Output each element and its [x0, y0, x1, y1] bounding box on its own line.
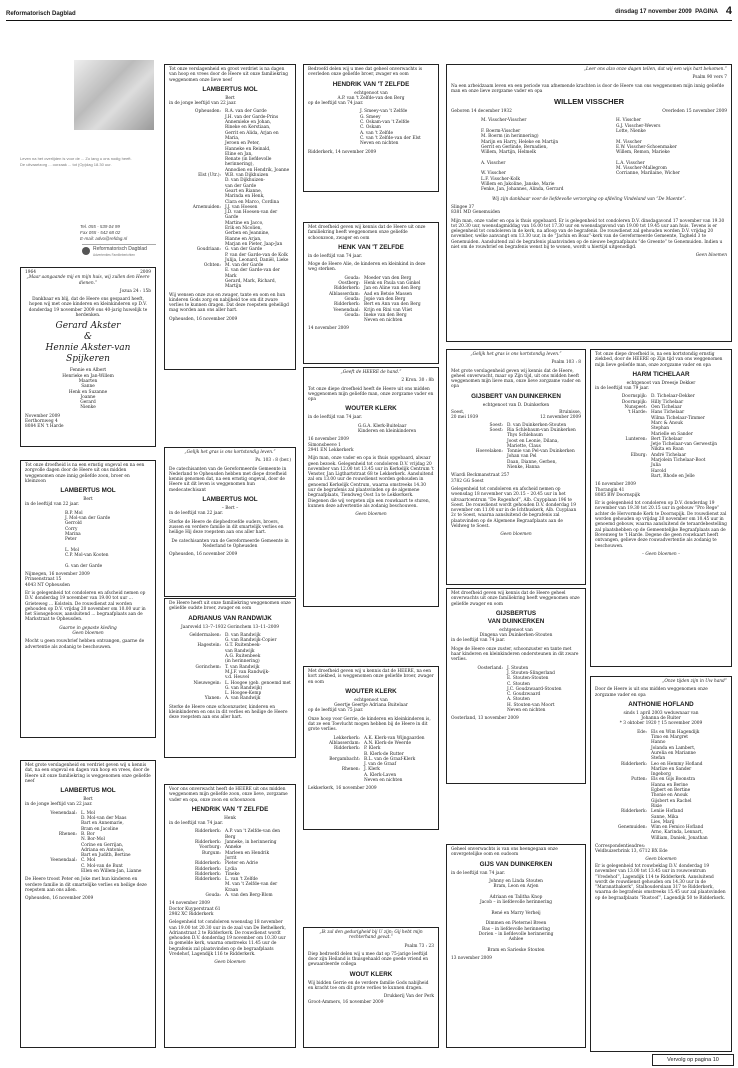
family-member-row: Eline en Jan, [225, 151, 253, 157]
obituary-tichelaar: Tot onze diepe droefheid is, na een kortstondig ernstig ziekbed, door de HEERE op Zijn tijd van ons weggenomen mijn lieve geliefde man, onze zorgzame vader en opa HARM TICHELAAR echtgenoot van Dreesje Dekker in de leeftijd van 79 jaar. Doornspijk: D. Tichelaar-Dekker Doornspijk: Hilly Tichelaar Nunspeet: Oen Tichelaar 't Harde: Hans Tichelaar Wilma Tichelaar-Timmer Marc & Anouk Stephan Marielle en Sander Lunteren: Bert Tichelaar Jetje Tichelaar-van Gerwestijn Nikita en Roan Elburg: André Tichelaar Marjolein Tichelaar-Boot Julia Harold Bart, Rhode en Jelle 16 november 2009 Thorangin 41 8085 BW Doornspijk Er is gelegenheid tot condoleren op D.V. donderdag 19 november van 19.30 tot 20.15 uur in gebouw “Pro Rege” achter de Hervormde Kerk te Doornspijk. De rouwdienst zal worden gehouden op vrijdag 20 november om 10.45 uur in genoemd gebouw, waarna aansluitend de teraardebestelling zal plaatshebben op de Gemeentelijke Begraafplaats aan de Bovenweg te 't Harde. Degene die geen rouwkaart heeft ontvangen, gelieve deze rouwadvertentie als zodanig te beschouwen. – Geen bloemen – [590, 349, 732, 667]
list-item: Adriaan en Talitha Knop [489, 894, 543, 900]
family-member-row: Doornspijk: D. Tichelaar-Dekker [621, 394, 695, 400]
family-member-row: Julia [651, 463, 661, 469]
family-member-row: Bram en Jacoline [81, 826, 119, 832]
family-member-row: Nienke, Hanna [507, 465, 540, 471]
family-member-row: C. Mol-van de Bunt [81, 863, 123, 869]
obituary-van-t-zelfde-family: Voor ons onverwacht heeft de HEERE uit ons midden weggenomen mijn geliefde zoon, onze lieve, zorgzame vader en opa, onze zoon en schoonzoon HENDRIK VAN 'T ZELFDE Henk in de leeftijd van 74 jaar. Ridderkerk: A.P. van 't Zelfde-van den Berg Ridderkerk: Janneke, in herinnering Voorburg: Anneke Burgum: Marleen en Hendrik Jorrit Ridderkerk: Pieter en Adrie Ridderkerk: Lydia Ridderkerk: Tineke Ridderkerk: L. van 't Zelfde M. van 't Zelfde-van der Kraan Gouda: A. van den Berg-Blom 14 november 2009 Doctor Kuyperstraat 61 2982 XC Ridderkerk Gelegenheid tot condoleren woensdag 18 november van 19.00 tot 20.30 uur in de zaal van De Bethelkerk, Adrianstraat 2 te Ridderkerk. De rouwdienst wordt gehouden D.V. donderdag 19 november om 10.30 uur in gemelde kerk, waarna omstreeks 11.45 uur de begrafenis zal plaatsvinden op de begraafplaats Vredehof, Lagendijk 116 te Ridderkerk. Geen bloemen [164, 784, 296, 1048]
continued-on-page-link[interactable]: Vervolg op pagina 10 [652, 1054, 734, 1066]
obituary-klerk-wife: „Geeft de HEERE de hand.” 2 Kron. 30 : 8b Tot onze diepe droefheid heeft de Heere uit ons midden weggenomen mijn geliefde man, onze zorgzame vader en opa WOUTER KLERK in de leeftijd van 74 jaar. G.G.A. Klerk-Buitelaar Kinderen en kleinkinderen 16 november 2009 Simonsbeeve 1 2941 EN Lekkerkerk Mijn man, onze vader en opa is thuis opgebaard, alwaar geen bezoek. Gelegenheid tot condoleren D.V. vrijdag 20 november van 12.00 tot 13.45 uur in Kerkelijk Centrum 't Venster, Jan Ligthartstraat 68 te Lekkerkerk. Aansluitend zal om 13.00 uur de rouwdienst worden gehouden in genoemd Kerkelijk Centrum, waarna omstreeks 14.30 uur de begrafenis zal plaatsvinden op de algemene begraafplaats, Tiendweg Oost 1a te Lekkerkerk. Diegenen die wij vergeten zijn een rouwkaart te sturen, kunnen deze advertentie als zodanig beschouwen. Geen bloemen [303, 367, 439, 607]
list-item: C. Oskam-van 't Zelfde [360, 120, 410, 126]
family-member-row: Bart en Annemarie, [81, 821, 124, 827]
family-member-row: Renate (in liefdevolle herinnering), [225, 157, 272, 168]
family-member-row: Neven en nichten [364, 318, 403, 324]
family-member-row: Bergambacht: B.L. van de Graaf-Klerk [329, 756, 416, 762]
page-number: 4 [725, 5, 732, 17]
family-member-row: Ede: Els en Wim Hagendijk [637, 729, 700, 735]
obituary-klerk-siblings: Met droefheid geven wij u kennis dat de HEERE, na een kort ziekbed, is weggenomen onze geliefde broer, zwager en oom WOUTER KLERK echtgenoot van Geertje Geertje Adriana Buitelaar op de leeftijd van 75 jaar. Onze hoop voor Gerrie, de kinderen en kleinkinderen is, dat ze een Toevlucht mogen hebben bij de Heere in dit grote verlies. Lekkerkerk: A.K. Klerk-van Wijngaarden Alblasserdam: A.N. Klerk-de Weerde Ridderkerk: P. Klerk B. Klerk-de Rutter Bergambacht: B.L. van de Graaf-Klerk J. van de Graaf Rhenen: J. Klerk A. Klerk-Laven Neven en nichten Lekkerkerk, 16 november 2009 [303, 666, 439, 830]
family-member-row: Burgum: Marleen en Hendrik [201, 850, 270, 856]
family-member-row: Putten: Els en Gijs Boonstra [631, 777, 696, 783]
family-member-row: Ellen en Willem-Jan, Lianne [81, 869, 142, 875]
family-member-row: Gouda: Ineke van den Berg [344, 312, 407, 318]
family-member-row: Ridderkerk: P. Klerk [334, 746, 381, 752]
spouse-name-1: Gerard Akster [55, 321, 121, 332]
obituary-duinkerken-nephews: Geheel onverwachts is van ons heengegaan onze onvergetelijke oom en oudoom GIJS VAN DUINKERKEN in de leeftijd van 74 jaar. Johnny en Linda Stouten Bram, Leon en Arjen Adriaan en Talitha Knop Jacob – in liefdevolle herinnering René en Marry Verheij Dimmen en Pieternel Breen Bas – in liefdevolle herinnering Dorien – in liefdevolle herinnering Ashlee Bram en Sarieske Stouten 13 november 2009 [446, 844, 586, 1048]
list-item: C. Oskam [360, 125, 381, 131]
family-member-row: A. Klerk-Laven [364, 772, 397, 778]
family-member-row: A. Stouten [507, 697, 530, 703]
family-member-row: Marlize en Sander [651, 766, 692, 772]
list-item: G. van der Garde [65, 563, 103, 569]
family-member-row: Nieuwegein: L. Hoogee (geb. genoemd met [193, 680, 291, 686]
list-item: Johnny en Linda Stouten [489, 878, 543, 884]
family-member-row: Neven en nichten [507, 708, 546, 714]
family-member-row: Wilma Tichelaar-Timmer [651, 415, 705, 421]
family-member-row: Opheusden: R.A. van der Garde [194, 109, 267, 115]
family-member-row: Oostberg: Henk en Paula van Ginkel [338, 281, 421, 287]
family-member-row: Arno, Karinda, Lennart, [651, 830, 703, 836]
company-logo: Reformatorisch Dagblad Advertenties Familieberichten [82, 244, 156, 259]
list-item: Bas – in liefdevolle herinnering [482, 926, 550, 932]
family-member-row: Alblasserdam: Aad en Betsie Massen [328, 291, 413, 297]
spouse-name-2: Hennie Akster-van Spijkeren [45, 343, 131, 365]
family-member-row: Rianne en Arjan, [225, 236, 262, 242]
family-member-row: Rineke en Kerstiaan, [225, 125, 271, 131]
family-member-row: Alblasserdam: A.N. Klerk-de Weerde [328, 740, 412, 746]
family-member-row: Clara en Marco, Cordina [225, 199, 280, 205]
family-member-row: B. Klerk-de Rutter [364, 751, 404, 757]
obituary-hofland: „Onze tijden zijn in Uw hand” Door de Heere is uit ons midden weggenomen onze zorgzame vader en opa ANTHONIE HOFLAND sinds 1 april 2003 weduwnaar van Johanna de Ruiter * 3 oktober 1920 † 15 november 2009 Ede: Els en Wim Hagendijk Timo en Margret Hanno Jolanda en Lambert, Aurelia en Marianne Stefan Ridderkerk: Leo en Hemmy Hofland Marlize en Sander Ingeborg Putten: Els en Gijs Boonstra Hanna en Berine Egbert en Bertine Thonie en Anouk Gijsbert en Rachel Rixie Ridderkerk: Leniie Hofland Sanne, Mika Lies, Marij Genemuiden: Wim en Femico Hofland Arno, Karinda, Lennart, William, Daniek, Jonathan Correspondentieadres: Veldbuizerbrink 13, 6712 BX Ede Geen bloemen Er is gelegenheid tot rouwbeklag D.V. donderdag 19 november van 13.00 tot 13.45 uur in rouwcentrum “Vredehof”, Lagendijk 114 te Ridderkerk. Aansluitend wordt de rouwdienst gehouden om 14.30 uur in de “Maranathakerk”, Stalhouderslaan 317 te Ridderkerk, waarna de begrafenis omstreeks 15.45 uur zal plaatsvinden op de begraafplaats “Rustoof”, Lagendijk 50 te Ridderkerk. [590, 676, 732, 1052]
list-item: J. Smeey-van 't Zelfde [360, 109, 408, 115]
family-member-row: Sanne, Mika [651, 814, 679, 820]
family-member-row: Neven en nichten [364, 778, 403, 784]
family-member-row: Arnemuiden: J.J. van Hoesen [192, 204, 258, 210]
family-member-row: Stefan [651, 756, 666, 762]
family-member-row: J. Stouten-Slingerland [507, 670, 555, 676]
list-item: G. Smeey [360, 114, 381, 120]
family-member-row: Stephan [651, 426, 670, 432]
family-member-row: Marc & Anouk [651, 420, 683, 426]
family-member-row: Gerrit en Alida, Arjan en Maria, [225, 130, 279, 141]
obituary-van-randwijk: De Heere heeft uit onze familiekring weggenomen onze geliefde oudste broer, zwager en oom ADRIANUS VAN RANDWIJK Jaarsveld 13–7–1932 Gorinchem 13–11–2009 Geldermalsen: D. van Randwijk G. van Randwijk-Copier Hagestein: G.T. Ruitenbeek- van Randwijk A.G. Ruitenbeek (in herinnering) Gorinchem: T. van Randwijk M.J.F. van Randwijk- v.d. Heuvel Nieuwegein: L. Hoogee (geb. genoemd met G. van Randwijk) L. Hoogee-Kemp Ylanen: A. van Randwijk Sterke de Heere onze schoonzuster, kinderen en kleinkinderen en ons in dit verlies en heilige de Heere deze roepstem aan ons aller hart. [164, 598, 296, 758]
list-item: Dimmen en Pieternel Breen [485, 921, 547, 927]
family-member-row: Annemieke en Johan, [225, 120, 272, 126]
family-member-row: Mariette, Claus [507, 443, 541, 449]
publication-name: Reformatorisch Dagblad [6, 11, 76, 17]
family-member-row: Rhenen: B. Bor [58, 831, 95, 837]
family-member-row: Veenendaal: Krijn en Rini van Vliet [333, 307, 413, 313]
list-item: C. van 't Zelfde-van der Elst [360, 135, 421, 141]
family-member-row: Harold [651, 468, 667, 474]
anniversary-announcement: 1964 2009 „Maar aangaande mij en mijn huis, wij zullen den Heere dienen.” Jozua 24 : 15b Dankbaar en blij, dat de Heere ons gespaard heeft, hopen wij met onze kinderen en kleinkinderen op D.V. donderdag 19 november 2009 ons 40-jarig huwelijk te herdenken. Gerard Akster & Hennie Akster-van Spijkeren Fennie en Albert Henrieke en Jan-Willem Maarten Sanne Henk en Suzanne Joanne Gerard Nienke November 2009 Eerthornweg 4 8084 EN 't Harde [20, 267, 156, 447]
family-member-row: Jorrit [225, 855, 237, 861]
family-member-row: Marinda en Henk, [225, 194, 265, 200]
family-member-row: Aurelia en Marianne [651, 750, 696, 756]
family-member-row: Ridderkerk: Leo en Hemmy Hofland [621, 761, 703, 767]
family-member-row: G. van Randwijk) [225, 685, 263, 691]
family-member-row: M.J.F. van Randwijk- [225, 669, 270, 675]
family-member-row: Ridderkerk: Lydia [195, 866, 237, 872]
family-member-row: Voorburg: Anneke [199, 845, 242, 851]
page-header [6, 4, 732, 21]
family-member-row: Genemuiden: Wim en Femico Hofland [617, 825, 704, 831]
family-member-row: Marjolein Tichelaar-Boot [651, 458, 706, 464]
family-member-row: Veenendaal: L. Mol [50, 810, 95, 816]
family-member-row: C. Stouten [507, 681, 530, 687]
list-item: B.P. Mol [65, 510, 83, 516]
family-member-row: Lunteren: Bert Tichelaar [625, 436, 683, 442]
family-member-row: (in herinnering) [225, 659, 260, 665]
family-member-row: Ridderkerk: A.P. van 't Zelfde-van den Berg [195, 829, 281, 840]
family-member-row: D. van Dijkhuizen- [225, 178, 265, 184]
family-member-row: Egbert en Bertine [651, 788, 691, 794]
family-member-row: Hoevelaken: Tonnie van Pel-van Duinkerken [475, 449, 575, 455]
family-member-row: van Randwijk [225, 648, 255, 654]
advertising-info [20, 44, 156, 266]
family-member-row: Soest: D. van Duinkerken-Stouten [489, 422, 567, 428]
family-member-row: Daan, Dianne, Gerben, [507, 459, 557, 465]
list-item: Corry [65, 526, 78, 532]
list-item: Dorien – in liefdevolle herinnering [478, 931, 554, 937]
family-member-row: Adriana en Antonie, [81, 847, 125, 853]
family-member-row: M. van 't Zelfde-van der Kraan [225, 882, 278, 893]
family-member-row: Thonie en Anouk [651, 793, 688, 799]
logo-icon [82, 247, 90, 255]
family-member-row: Corine en Gerrijan, [81, 842, 124, 848]
family-member-row: N. Bor-Mol [81, 837, 105, 843]
family-member-row: Joost en Leonie, Dilana, [507, 438, 559, 444]
deceased-name: WILLEM VISSCHER [553, 97, 624, 107]
family-member-row: Thys Schlebaum [507, 433, 543, 439]
family-member-row: Martine en Jacco, [225, 220, 264, 226]
family-member-row: Jolanda en Lambert, [651, 745, 696, 751]
list-item: Jacob – in liefdevolle herinnering [479, 900, 553, 906]
family-member-row: Geart en Rianne, [225, 188, 262, 194]
list-item: J. Mol-van der Garde [65, 516, 111, 522]
obituary-van-t-zelfde-siblings: Bedroefd delen wij u mee dat geheel onverwachts is overleden onze geliefde broer, zwager en oom HENDRIK VAN 'T ZELFDE echtgenoot van A.P. van 't Zelfde-van den Berg op de leeftijd van 74 jaar. J. Smeey-van 't Zelfde G. Smeey C. Oskam-van 't Zelfde C. Oskam A. van 't Zelfde C. van 't Zelfde-van der Elst Neven en nichten Ridderkerk, 14 november 2009 [303, 64, 439, 192]
ad-contact: Tel. 055 - 539 04 99 Fax 055 - 542 68 02 E-mail: advo@refdag.nl [80, 224, 128, 241]
family-member-row: E. van der Garde-van der Mark [225, 268, 280, 279]
obituary-mol-parents: Tot onze droefheid is na een ernstig ongeval en na een zorgvolle dagen door de Heere uit ons midden weggenomen onze innig geliefde zoon, broer en kleinzoon LAMBERTUS MOL Bert in de leeftijd van 22 jaar. B.P. Mol J. Mol-van der Garde Gerrold Corry Marina Peter L. Mol C.P. Mol-van Kooten G. van der Garde Nijmegen, 16 november 2009 Prinsenstraat 15 4043 NT Opheusden Er is gelegenheid tot condoleren en afscheid nemen op D.V. donderdag 19 november van 19.00 tot uur ... Grieteweg ... Kolstein. De rouwdienst zal worden gehouden op D.V. vrijdag 20 november om 10.00 uur in het Sionsgebouw, aansluitend ... begraafplaats aan de Markstraat te Opheusden. Gaarne in gepaste kleding Geen bloemen Mocht u geen rouwbrief hebben ontvangen, gaarne de advertentie als zodanig te beschouwen. [20, 460, 156, 738]
family-member-row: William, Daniek, Jonathan [651, 835, 708, 841]
obituary-mol-family: Met grote verslagenheid en verdriet geven wij u kennis dat, na een ongeval en dagen van hoop en vrees, door de Heere uit onze familiekring is weggenomen onze geliefde neef LAMBERTUS MOL Bert in de jonge leeftijd van 22 jaar. Veenendaal: L. Mol D. Mol-van der Maas Bart en Annemarie, Bram en Jacoline Rhenen: B. Bor N. Bor-Mol Corine en Gerrijan, Adriana en Antonie, Bart en Judith, Bertine Veenendaal: C. Mol C. Mol-van de Bunt Ellen en Willem-Jan, Lianne De Heere troost Peter en Joke met hun kinderen en verdere familie in dit smartelijke verlies en heilige deze roepstem aan ons allen. Opheusden, 16 november 2009 [20, 760, 156, 1048]
family-member-row: Jeroen en Peter, [225, 141, 260, 147]
family-member-row: Ylanen: A. van Randwijk [204, 696, 261, 702]
family-member-row: v.d. Heuvel [225, 675, 250, 681]
family-member-row: Julija, Leonard, Daniël, Lieke [225, 257, 289, 263]
family-member-row: J. van de Graaf [364, 762, 397, 768]
family-member-row: Johan van Pel [507, 454, 537, 460]
family-member-row: Gouda: A. van den Berg-Blom [205, 893, 273, 899]
family-member-row: Nikita en Roan [651, 447, 684, 453]
family-member-row: C. Goudzwaard [507, 692, 541, 698]
family-member-row: Ochten: M. van der Garde [203, 263, 264, 269]
list-item: Gerrold [65, 521, 82, 527]
family-member-row: 't Harde: Hans Tichelaar [627, 410, 685, 416]
family-member-row: Lekkerkerk: A.K. Klerk-van Wijngaarden [333, 735, 425, 741]
family-member-row: Ridderkerk: Leniie Hofland [621, 809, 684, 815]
list-item: A. van 't Zelfde [360, 130, 394, 136]
family-member-row: Rixie [651, 803, 662, 809]
obituary-duinkerken-siblings: Met droefheid geven wij kennis dat de Heere geheel onverwachts uit onze familiekring heeft weggenomen onze geliefde zwager en oom GIJSBERTUS VAN DUINKERKEN echtgenoot van Dingena van Duinkerken-Stouten in de leeftijd van 74 jaar. Moge de Heere onze zuster, schoonzuster en tante met haar kinderen en kleinkinderen ondersteunen in dit zware verlies. Oosterland: J. Stouten J. Stouten-Slingerland E. Stouten-Stouten C. Stouten J.C. Goudzwaard-Stouten C. Goudzwaard A. Stouten H. Stouten-van Moort Neven en nichten Oosterland, 13 november 2009 [446, 588, 586, 784]
deceased-name: LAMBERTUS MOL [60, 487, 116, 495]
family-member-row: Annodien en Hendrik, Joanne [225, 167, 290, 173]
obituary-mol-garde: Tot onze verslagenheid en groot verdriet is na dagen van hoop en vrees door de Heere uit onze familiekring weggenomen onze lieve neef LAMBERTUS MOL Bert in de jonge leeftijd van 22 jaar. Opheusden: R.A. van der Garde J.H. van der Garde-Prins Annemieke en Johan, Rineke en Kerstiaan, Gerrit en Alida, Arjan en Maria, Jeroen en Peter, Hanneke en Reinald, Eline en Jan, Renate (in liefdevolle herinnering), Annodien en Hendrik, Joanne Elst (Utr.): W.B. van Dijkhuizen D. van Dijkhuizen- van der Garde Geart en Rianne, Marinda en Henk, Clara en Marco, Cordina Arnemuiden: J.J. van Hoesen J.D. van Hoesen-van der Garde Martine en Jacco, Erik en Nicolien, Gerben en Jeannine, Rianne en Arjan, Marjan en Pieter, Jaap-Jan Goudriaan: G. van der Garde P. van der Garde-van de Kolk Julija, Leonard, Daniël, Lieke Ochten: M. van der Garde E. van der Garde-van der Mark Gerard, Mark, Richard, Martijn Wij wensen onze zus en zwager, tante en oom en hun kinderen Gods zorg en nabijheid toe om dit zware verlies te kunnen dragen. Dat deze roepstem geheiligd mag worden aan ons aller hart. Opheusden, 16 november 2009 [164, 64, 296, 370]
family-member-row: Hanna en Berine [651, 782, 688, 788]
family-member-row: Ridderkerk: Jan en Aline van den Berg [334, 286, 421, 292]
family-member-row: Timo en Margret [651, 735, 689, 741]
list-item: René en Marry Verheij [491, 910, 541, 916]
obituary-visscher: „Leer ons alzo onze dagen tellen, dat wij een wijs hart bekomen.” Psalm 90 vers 7 Na een arbeidzaam leven en een periode van afnemende krachten is door de Heere van ons weggenomen mijn innig geliefde man en onze lieve zorgzame vader en opa WILLEM VISSCHER Geboren 14 december 1932 Overleden 15 november 2009 M. Visscher-Visscher F. Boerm-Visscher M. Boerm (in herinnering) Marijn en Harry, Heleke en Martijn Gerrit en Gerlinde, Bernadien, Willem, Martijn, Helmelk A. Visscher W. Visscher L.F. Visscher-Kolk Willem en Jakoline, Janske, Marie Fenke, Jan, Johannes, Alinda, Gerrard H. Visscher G.J. Visscher-Wevers Lotte, Nienke M. Visscher E.W. Visscher-Schoenmaker Willem, Remon, Marieke L.A. Visscher M. Visscher-Mallegrom Corrianne, Marilaine, Wicher Wij zijn dankbaar voor de liefdevolle verzorging op afdeling Vindeland van “De Maente”. Slingee 37 8381 MD Genemuiden Mijn man, onze vader en opa is thuis opgebaard. Er is gelegenheid tot condoleren D.V. dinsdagavond 17 november van 19.30 tot 20.30 uur, woensdagmiddag van 16.00 tot 17.30 uur en woensdagavond van 19.00 tot 19.45 uur aan huis. Tevens is er gelegenheid tot condoleren in de kerk, na afloop van de begrafenis. De rouwdienst zal gehouden worden D.V. vrijdag 20 november, welke aanvangt om 13.30 uur, in de “Jachin en Boaz”-kerk van de Gereformeerde Gemeente, Tagheld 3 te Genemuiden. Aansluitend zal de begrafenis plaatsvinden op de nieuwe begraafplaats “de Greente” te Genemuiden. Indien u niet om de rouwbrief en begrafenis wenst bij te wonen, wordt u hiertijd uitgenodigd. Geen bloemen [446, 64, 732, 342]
family-member-row: Elburg: André Tichelaar [630, 452, 687, 458]
family-member-row: Bart, Rhode en Jelle [651, 473, 695, 479]
family-member-row: Gouda: Moeder van den Berg [344, 275, 412, 281]
family-member-row: P. van der Garde-van de Kolk [225, 252, 288, 258]
list-item: L. Mol [65, 547, 79, 553]
family-member-row: Veenendaal: C. Mol [50, 858, 96, 864]
family-member-row: A.G. Ruitenbeek [225, 654, 261, 660]
family-member-row: Jetje Tichelaar-van Gerwestijn [651, 442, 717, 448]
family-member-row: Bart en Judith, Bertine [81, 853, 131, 859]
family-member-row: L. Hoogee-Kemp [225, 691, 262, 697]
family-member-row: Gijsbert en Rachel [651, 798, 692, 804]
family-member-row: E. Stouten-Stouten [507, 676, 549, 682]
family-member-row: D. Mol-van der Maas [81, 816, 127, 822]
family-member-row: Marjan en Pieter, Jaap-Jan [225, 241, 283, 247]
list-item: Bram en Sarieske Stouten [487, 947, 545, 953]
decorative-image [74, 60, 154, 130]
family-member-row: Soest: Ria Schlebaum-van Duinkerken [489, 427, 576, 433]
family-member-row: Elst (Utr.): W.B. van Dijkhuizen [198, 173, 269, 179]
family-member-row: Nunspeet: Oen Tichelaar [624, 405, 682, 411]
list-item: C.P. Mol-van Kooten [65, 553, 109, 559]
family-member-row: J.C. Goudzwaard-Stouten [507, 686, 562, 692]
family-member-row: Ridderkerk: Pieter en Adrie [195, 861, 258, 867]
ad-text: Leven na het overlijden is voor de ... Zo lang u ons nodig heeft. De uitvaartzorg ... oorzaak ... tot (Op)dag 18.30 uur. [20, 156, 132, 167]
family-member-row: Ridderkerk: Janneke, in herinnering [195, 840, 277, 846]
family-member-row: Hagestein: G.T. Ruitenbeek- [197, 643, 261, 649]
family-member-row: G. van Randwijk-Copier [225, 638, 277, 644]
family-member-row: J.D. van Hoesen-van der Garde [225, 210, 278, 221]
family-member-row: Ingeborg [651, 772, 671, 778]
list-item: Bram, Leon en Arjen [493, 884, 539, 890]
family-member-row: Goudriaan: G. van der Garde [196, 247, 263, 253]
family-member-row: Oosterland: J. Stouten [477, 665, 529, 671]
obituary-mol-catechisanten: „Gelijk het gras is ons kortstondig leven.” Ps. 103 : 8 (ber.) De catechisanten van de Gereformeerde Gemeente in Nederland te Opheusden hebben met diepe droefheid kennis genomen dat, na een ernstig ongeval, door de Heere uit dit leven is weggenomen hun medecatechisant LAMBERTUS MOL – Bert – in de leeftijd van 22 jaar. Sterke de Heere de diepbedroefde ouders, broers, zussen en verdere familie in dit smartelijk verlies en heilige Hij deze roepstem aan ons aller hart. De catechisanten van de Gereformeerde Gemeente in Nederland te Opheusden Opheusden, 16 november 2009 [164, 447, 296, 597]
family-member-row: Hanneke en Reinald, [225, 146, 271, 152]
family-member-row: Marielle en Sander [651, 431, 693, 437]
family-member-row: Ridderkerk: Bert en Ann van den Berg [334, 302, 421, 308]
list-item: Neven en nichten [360, 141, 399, 147]
list-item: Marina [65, 531, 81, 537]
family-member-row: van der Garde [225, 183, 257, 189]
family-member-row: Hanno [651, 740, 666, 746]
family-member-row: Doornspijk: Hilly Tichelaar [621, 399, 684, 405]
header-date: dinsdag 17 november 2009 PAGINA [615, 9, 718, 15]
obituary-klerk-colleagues: „Ik zal den gedurigheid bij U zijn; Gij hebt mijn rechterhand gevat.” Psalm 73 : 23 Diep bedroefd delen wij u mee dat op 75-jarige leeftijd door zijn Heiland is thuisgehaald onze goede vriend en gewaardeerde collega WOUT KLERK Wij bidden Gerrie en de verdere familie Gods nabijheid en kracht toe om dit grote verlies te kunnen dragen. Drukkerij Van der Perk Groot-Ammers, 16 november 2009 [303, 927, 439, 1048]
family-member-row: H. Stouten-van Moort [507, 702, 555, 708]
family-member-row: Ridderkerk: Tineke [195, 871, 240, 877]
obituary-duinkerken-wife: „Gelijk het gras is ons kortstondig leven.” Psalm 103 : 8 Met grote verslagenheid geven wij kennis dat de Heere, geheel onverwacht, maar op Zijn tijd, uit ons midden heeft weggenomen mijn lieve man, onze lieve zorgzame vader en opa GIJSBERT VAN DUINKERKEN echtgenoot van D. Duinkerken Soest, 20 mei 1939 Bruinisse, 12 november 2009 Soest: D. van Duinkerken-Stouten Soest: Ria Schlebaum-van Duinkerken Thys Schlebaum Joost en Leonie, Dilana, Mariette, Claus Hoevelaken: Tonnie van Pel-van Duinkerken Johan van Pel Daan, Dianne, Gerben, Nienke, Hanna Wiardi Beckmanstraat 257 3782 GG Soest Gelegenheid tot condoleren en afscheid nemen op woensdag 18 november van 20.15 – 20.45 uur in het uitvaartcentrum “De Rogenhof”, Alb. Cuypplaan 196 te Soest. De rouwdienst wordt gehouden D.V. donderdag 19 november om 11.00 uur in de Ichthuskerk, Alb. Cuyplaan 2c te Soest, waarna aansluitend de begrafenis zal plaatsvinden op de Algemene Begraafplaats aan de Veldweg te Soest. Geen bloemen [446, 349, 586, 585]
list-item: Ashlee [508, 937, 524, 943]
family-member-row: Geldermalsen: D. van Randwijk [189, 632, 261, 638]
family-member-row: Gouda: Jopie van den Berg [344, 296, 406, 302]
family-member-row: Gorinchem: T. van Randwijk [195, 664, 260, 670]
family-member-row: Gerben en Jeannine, [225, 231, 270, 237]
family-member-row: Ridderkerk: L. van 't Zelfde [195, 877, 258, 883]
obituary-van-t-zelfde-inlaws: Met droefheid geven wij kennis dat de Heere uit onze familiekring heeft weggenomen onze geliefde schoonzoon, zwager en oom HENK VAN 'T ZELFDE in de leeftijd van 74 jaar. Moge de Heere Alie, de kinderen en kleinkind in deze weg sterken. Gouda: Moeder van den Berg Oostberg: Henk en Paula van Ginkel Ridderkerk: Jan en Aline van den Berg Alblasserdam: Aad en Betsie Massen Gouda: Jopie van den Berg Ridderkerk: Bert en Ann van den Berg Veenendaal: Krijn en Rini van Vliet Gouda: Ineke van den Berg Neven en nichten 14 november 2009 [303, 222, 439, 364]
list-item: Peter [65, 537, 77, 543]
family-member-row: J.H. van der Garde-Prins [225, 114, 279, 120]
family-member-row: Erik en Nicolien, [225, 226, 262, 232]
family-member-row: Gerard, Mark, Richard, Martijn [225, 278, 276, 290]
family-member-row: Rhenen: J. Klerk [341, 767, 380, 773]
family-member-row: Lies, Marij [651, 819, 675, 825]
